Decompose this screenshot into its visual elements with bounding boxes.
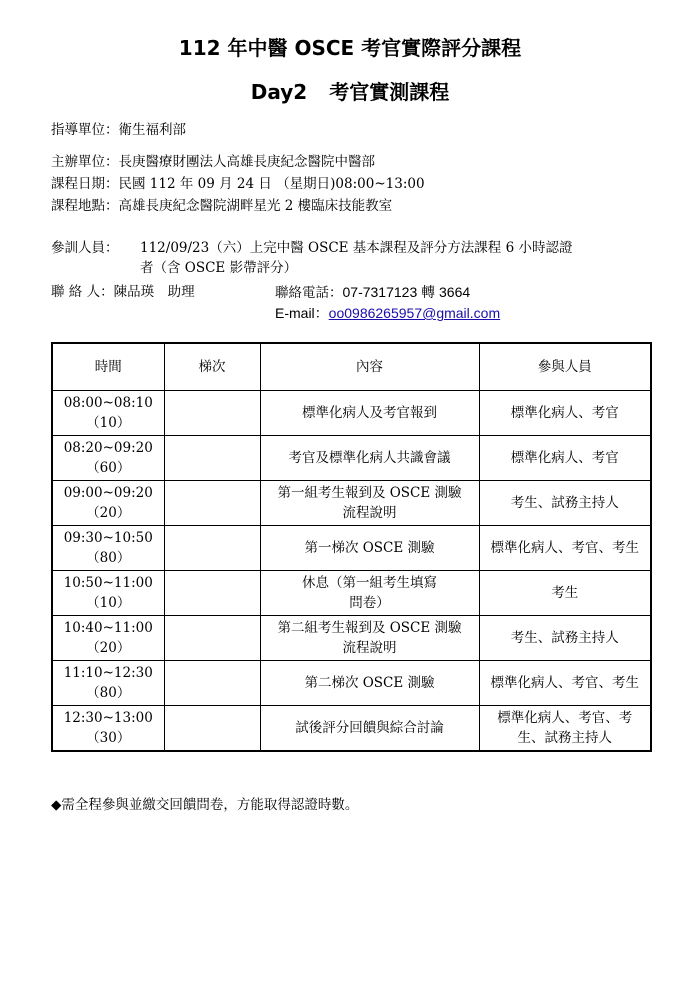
cell-time [52,436,164,481]
phone-value: 07-7317123 轉 3664 [342,284,471,300]
cell-content: 標準化病人及考官報到 [260,391,479,436]
subtitle-course: 考官實測課程 [329,80,450,104]
cell-batch [164,706,260,752]
time-range: 08:00~08:10 [63,395,153,411]
header-people: 參與人員 [479,343,651,391]
duration: （30） [86,730,131,746]
table-row [52,436,651,481]
table-row [52,616,651,661]
host-unit-row [51,152,375,172]
time-range: 09:00~09:20 [63,485,153,501]
phone-row [275,282,470,303]
email-row [275,303,500,323]
cell-people: 標準化病人、考官、考生、試務主持人 [479,706,651,752]
course-date-label: 課程日期： [51,176,119,192]
duration: （20） [86,505,131,521]
cell-batch [164,391,260,436]
table-row [52,526,651,571]
cell-people: 標準化病人、考官 [479,391,651,436]
contact-value: 陳品瑛 助理 [113,284,195,300]
guide-unit-label: 指導單位： [51,122,119,138]
table-row [52,481,651,526]
cell-content: 第一組考生報到及 OSCE 測驗流程說明 [260,481,479,526]
cell-people: 考生 [479,571,651,616]
cell-people: 考生、試務主持人 [479,616,651,661]
cell-time [52,391,164,436]
cell-time [52,526,164,571]
guide-unit-row [51,120,186,140]
table-row [52,706,651,752]
footer-note: ◆需全程參與並繳交回饋問卷，方能取得認證時數。 [51,797,359,813]
cell-content: 休息（第一組考生填寫問卷） [260,571,479,616]
time-range: 09:30~10:50 [63,530,153,546]
contact-row [51,282,195,302]
cell-batch [164,616,260,661]
cell-batch [164,571,260,616]
cell-people: 標準化病人、考官、考生 [479,526,651,571]
duration: （60） [86,460,131,476]
cell-batch [164,661,260,706]
trainee-value-line2: 者（含 OSCE 影帶評分） [140,260,298,276]
host-unit-value: 長庚醫療財團法人高雄長庚紀念醫院中醫部 [118,154,375,170]
email-link[interactable]: oo0986265957@gmail.com [328,305,501,321]
time-range: 10:50~11:00 [63,575,153,591]
duration: （10） [86,415,131,431]
cell-content: 第二組考生報到及 OSCE 測驗流程說明 [260,616,479,661]
phone-label: 聯絡電話： [275,285,343,301]
time-range: 11:10~12:30 [63,665,153,681]
header-content: 內容 [260,343,479,391]
duration: （20） [86,640,131,656]
cell-time [52,706,164,752]
cell-content: 第二梯次 OSCE 測驗 [260,661,479,706]
cell-batch [164,436,260,481]
time-range: 12:30~13:00 [63,710,153,726]
table-row [52,571,651,616]
host-unit-label: 主辦單位： [51,154,119,170]
cell-content: 第一梯次 OSCE 測驗 [260,526,479,571]
cell-time [52,571,164,616]
course-date-value: 民國 112 年 09 月 24 日 （星期日)08:00~13:00 [118,176,425,192]
cell-time [52,616,164,661]
cell-content: 考官及標準化病人共識會議 [260,436,479,481]
cell-time [52,661,164,706]
table-row [52,661,651,706]
trainee-value-line1: 112/09/23（六）上完中醫 OSCE 基本課程及評分方法課程 6 小時認證 [140,240,573,256]
table-row [52,391,651,436]
time-range: 08:20~09:20 [63,440,153,456]
trainee-value [140,238,572,278]
course-place-value: 高雄長庚紀念醫院湖畔星光 2 樓臨床技能教室 [118,198,393,214]
page-subtitle [0,76,700,105]
cell-people: 標準化病人、考官 [479,436,651,481]
guide-unit-value: 衛生福利部 [118,122,186,138]
schedule-table [51,342,652,752]
header-time: 時間 [52,343,164,391]
cell-people: 標準化病人、考官、考生 [479,661,651,706]
cell-people: 考生、試務主持人 [479,481,651,526]
cell-batch [164,481,260,526]
cell-batch [164,526,260,571]
course-date-row [51,174,425,194]
duration: （80） [86,550,131,566]
page-title: 112 年中醫 OSCE 考官實際評分課程 [178,36,522,60]
time-range: 10:40~11:00 [63,620,153,636]
cell-time [52,481,164,526]
trainee-label: 參訓人員： [51,240,119,256]
duration: （80） [86,685,131,701]
contact-label: 聯 絡 人： [51,284,114,300]
cell-content: 試後評分回饋與綜合討論 [260,706,479,752]
header-batch: 梯次 [164,343,260,391]
duration: （10） [86,595,131,611]
subtitle-day: Day2 [250,80,308,104]
course-place-label: 課程地點： [51,198,119,214]
email-label: E-mail： [275,305,329,321]
course-place-row [51,196,392,216]
table-header-row [52,343,651,391]
